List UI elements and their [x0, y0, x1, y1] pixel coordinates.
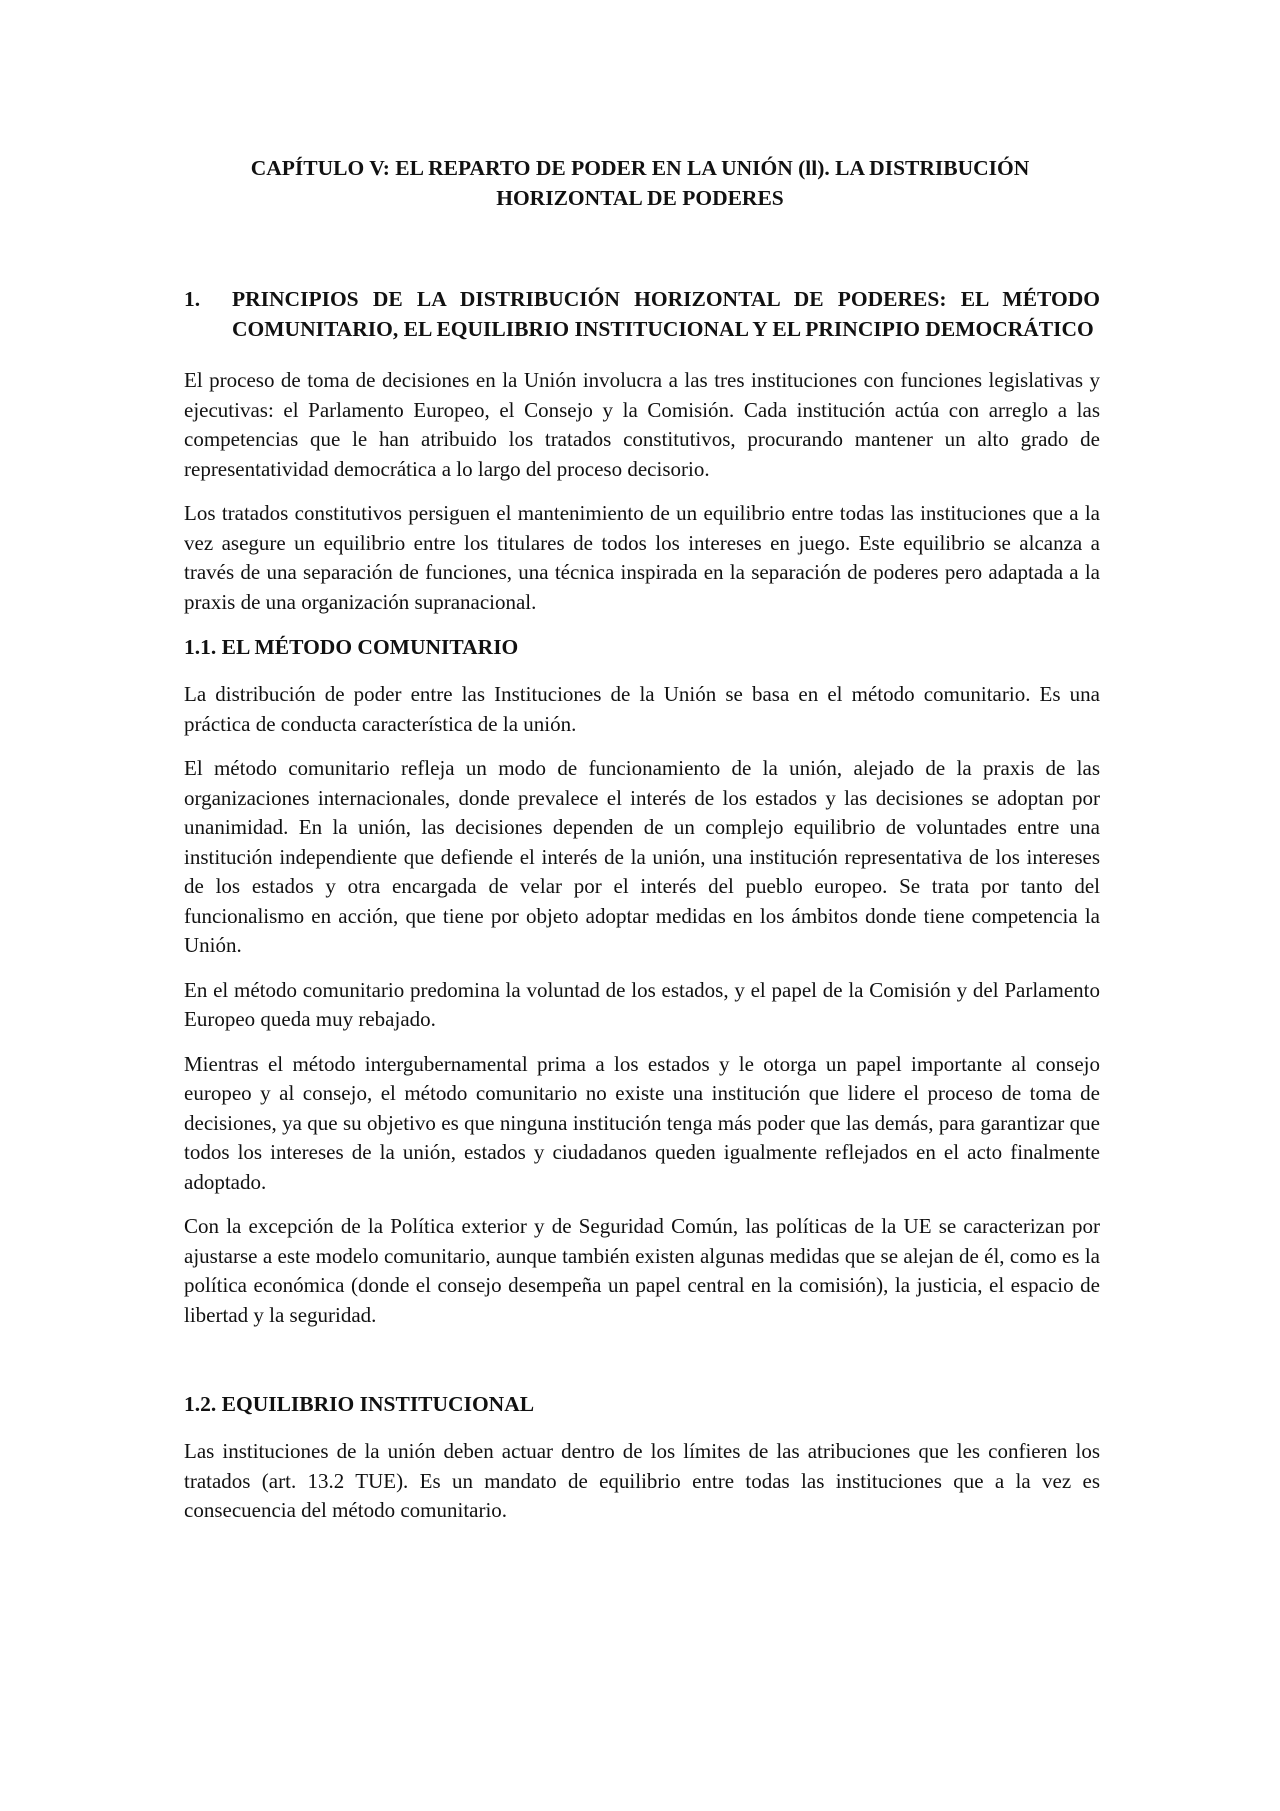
- section-1-title: PRINCIPIOS DE LA DISTRIBUCIÓN HORIZONTAL DE PODERES: EL MÉTODO COMUNITARIO, EL EQUILIBRIO INSTITUCIONAL Y EL PRINCIPIO DEMOCRÁTICO: [232, 287, 1100, 341]
- section-1-paragraph-1: El proceso de toma de decisiones en la Unión involucra a las tres instituciones con funciones legislativas y ejecutivas: el Parlamento Europeo, el Consejo y la Comisión. Cada institución actúa con arreglo a las competencias que le han atribuido los tratados constitutivos, procurando mantener un alto grado de representatividad democrática a lo largo del proceso decisorio.: [184, 368, 1100, 481]
- section-spacer: [184, 1345, 1100, 1389]
- section-1-number: 1.: [184, 287, 201, 311]
- section-1-1-paragraph-5: Con la excepción de la Política exterior y de Seguridad Común, las políticas de la UE se caracterizan por ajustarse a este modelo comunitario, aunque también existen algunas medidas que se alejan de él, como es la política económica (donde el consejo desempeña un papel central en la comisión), la justicia, el espacio de libertad y la seguridad.: [184, 1214, 1100, 1327]
- document-body: [184, 284, 1100, 1541]
- chapter-title: [180, 153, 1100, 213]
- section-1-2-paragraph-1: Las instituciones de la unión deben actuar dentro de los límites de las atribuciones que les confieren los tratados (art. 13.2 TUE). Es un mandato de equilibrio entre todas las instituciones que a la vez es consecuencia del método comunitario.: [184, 1439, 1100, 1522]
- chapter-title-line-1: CAPÍTULO V: EL REPARTO DE PODER EN LA UNIÓN (ll). LA DISTRIBUCIÓN: [250, 156, 1030, 180]
- section-1-2-heading: 1.2. EQUILIBRIO INSTITUCIONAL: [184, 1392, 535, 1416]
- section-1-1-heading: 1.1. EL MÉTODO COMUNITARIO: [184, 635, 519, 659]
- chapter-title-line-2: HORIZONTAL DE PODERES: [496, 186, 784, 210]
- section-1-1-paragraph-3: En el método comunitario predomina la voluntad de los estados, y el papel de la Comisión y del Parlamento Europeo queda muy rebajado.: [184, 977, 1100, 1031]
- section-1-paragraph-2: Los tratados constitutivos persiguen el mantenimiento de un equilibrio entre todas las instituciones que a la vez asegure un equilibrio entre los titulares de todos los intereses en juego. Este equilibrio se alcanza a través de una separación de funciones, una técnica inspirada en la separación de poderes pero adaptada a la praxis de una organización supranacional.: [184, 501, 1100, 614]
- section-1-heading: [184, 284, 1100, 344]
- section-1-1-paragraph-1: La distribución de poder entre las Instituciones de la Unión se basa en el método comunitario. Es una práctica de conducta característica de la unión.: [184, 682, 1100, 736]
- section-1-1-paragraph-2: El método comunitario refleja un modo de funcionamiento de la unión, alejado de la praxis de las organizaciones internacionales, donde prevalece el interés de los estados y las decisiones se adoptan por unanimidad. En la unión, las decisiones dependen de un complejo equilibrio de voluntades entre una institución independiente que defiende el interés de la unión, una institución representativa de los intereses de los estados y otra encargada de velar por el interés del pueblo europeo. Se trata por tanto del funcionalismo en acción, que tiene por objeto adoptar medidas en los ámbitos donde tiene competencia la Unión.: [184, 756, 1100, 957]
- section-1-1-paragraph-4: Mientras el método intergubernamental prima a los estados y le otorga un papel importante al consejo europeo y al consejo, el método comunitario no existe una institución que lidere el proceso de toma de decisiones, ya que su objetivo es que ninguna institución tenga más poder que las demás, para garantizar que todos los intereses de la unión, estados y ciudadanos queden igualmente reflejados en el acto finalmente adoptado.: [184, 1051, 1100, 1194]
